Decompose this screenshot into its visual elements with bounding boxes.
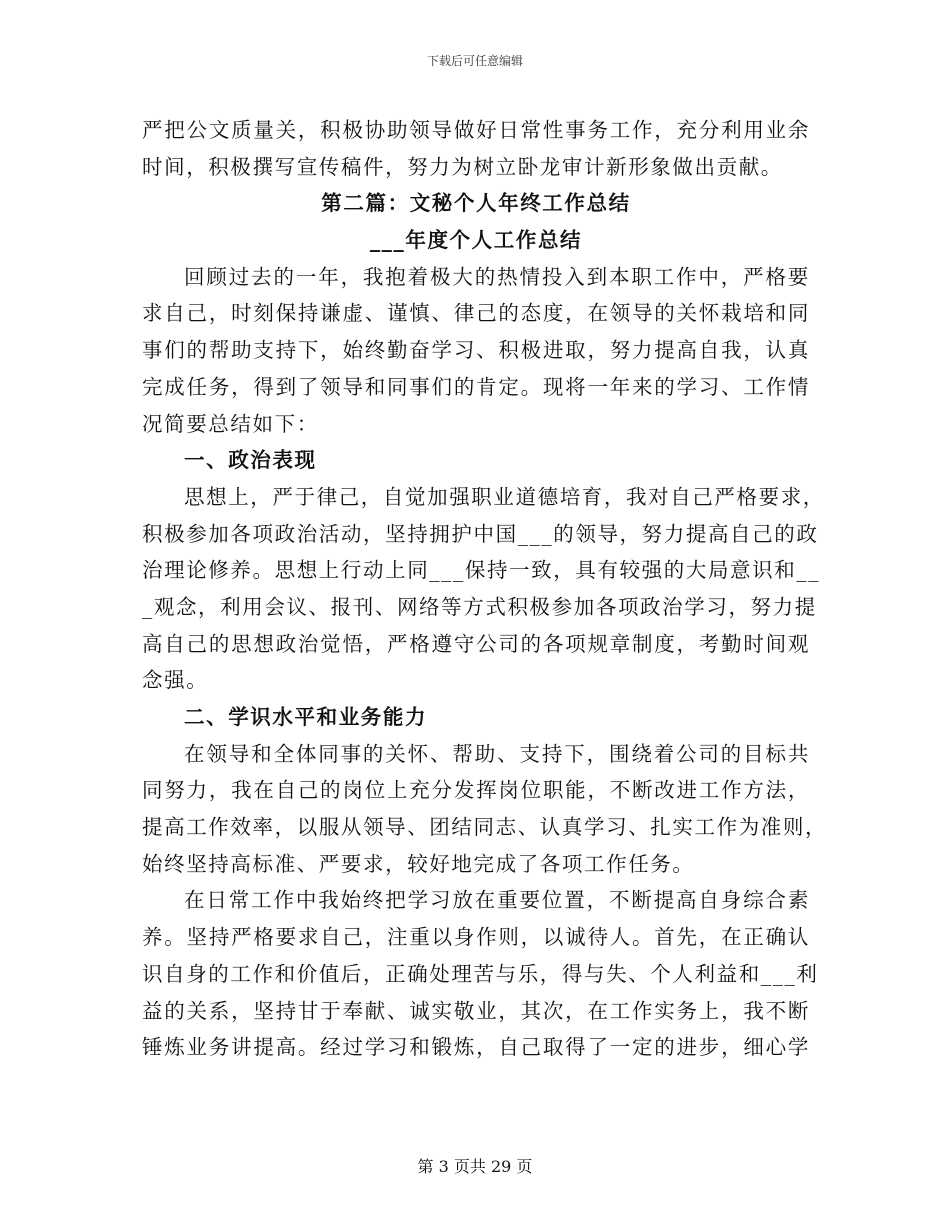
section-title: 第二篇：文秘个人年终工作总结 bbox=[321, 191, 631, 216]
page-number-footer: 第 3 页共 29 页 bbox=[417, 1157, 533, 1176]
paragraph-line: 高自己的思想政治觉悟，严格遵守公司的各项规章制度，考勤时间观 bbox=[142, 631, 810, 656]
paragraph-first-line: 在日常工作中我始终把学习放在重要位置，不断提高自身综合素 bbox=[184, 888, 810, 913]
paragraph-line: 识自身的工作和价值后，正确处理苦与乐，得与失、个人利益和___利 bbox=[142, 961, 819, 986]
section-heading: 一、政治表现 bbox=[184, 448, 317, 473]
paragraph-line: 锤炼业务讲提高。经过学习和锻炼，自己取得了一定的进步，细心学 bbox=[142, 1035, 810, 1060]
paragraph-line: 完成任务，得到了领导和同事们的肯定。现将一年来的学习、工作情 bbox=[142, 374, 810, 399]
paragraph-line: 提高工作效率，以服从领导、团结同志、认真学习、扎实工作为准则， bbox=[142, 815, 828, 840]
paragraph-first-line: 在领导和全体同事的关怀、帮助、支持下，围绕着公司的目标共 bbox=[184, 741, 810, 766]
paragraph-line: _观念，利用会议、报刊、网络等方式积极参加各项政治学习，努力提 bbox=[142, 594, 817, 619]
paragraph-line: 严把公文质量关，积极协助领导做好日常性事务工作，充分利用业余 bbox=[142, 118, 810, 142]
paragraph-line: 积极参加各项政治活动，坚持拥护中国___的领导，努力提高自己的政 bbox=[142, 521, 819, 546]
paragraph-line: 求自己，时刻保持谦虚、谨慎、律己的态度，在领导的关怀栽培和同 bbox=[142, 301, 810, 326]
page-header-note: 下载后可任意编辑 bbox=[426, 54, 523, 68]
paragraph-line: 益的关系，坚持甘于奉献、诚实敬业，其次，在工作实务上，我不断 bbox=[142, 998, 810, 1023]
paragraph-last-line: 时间，积极撰写宣传稿件，努力为树立卧龙审计新形象做出贡献。 bbox=[142, 154, 783, 179]
paragraph-first-line: 回顾过去的一年，我抱着极大的热情投入到本职工作中，严格要 bbox=[184, 264, 810, 289]
paragraph-line: 养。坚持严格要求自己，注重以身作则，以诚待人。首先，在正确认 bbox=[142, 925, 810, 950]
paragraph-line: 治理论修养。思想上行动上同___保持一致，具有较强的大局意识和__ bbox=[142, 558, 821, 583]
section-title: ___年度个人工作总结 bbox=[369, 228, 583, 253]
document-body bbox=[142, 112, 828, 1066]
paragraph-last-line: 况简要总结如下： bbox=[142, 411, 319, 436]
paragraph-last-line: 始终坚持高标准、严要求，较好地完成了各项工作任务。 bbox=[142, 851, 695, 876]
section-heading: 二、学识水平和业务能力 bbox=[184, 705, 428, 729]
paragraph-line: 同努力，我在自己的岗位上充分发挥岗位职能，不断改进工作方法， bbox=[142, 778, 810, 803]
paragraph-first-line: 思想上，严于律己，自觉加强职业道德培育，我对自己严格要求， bbox=[184, 484, 825, 509]
paragraph-last-line: 念强。 bbox=[142, 668, 209, 693]
paragraph-line: 事们的帮助支持下，始终勤奋学习、积极进取，努力提高自我，认真 bbox=[142, 338, 810, 363]
